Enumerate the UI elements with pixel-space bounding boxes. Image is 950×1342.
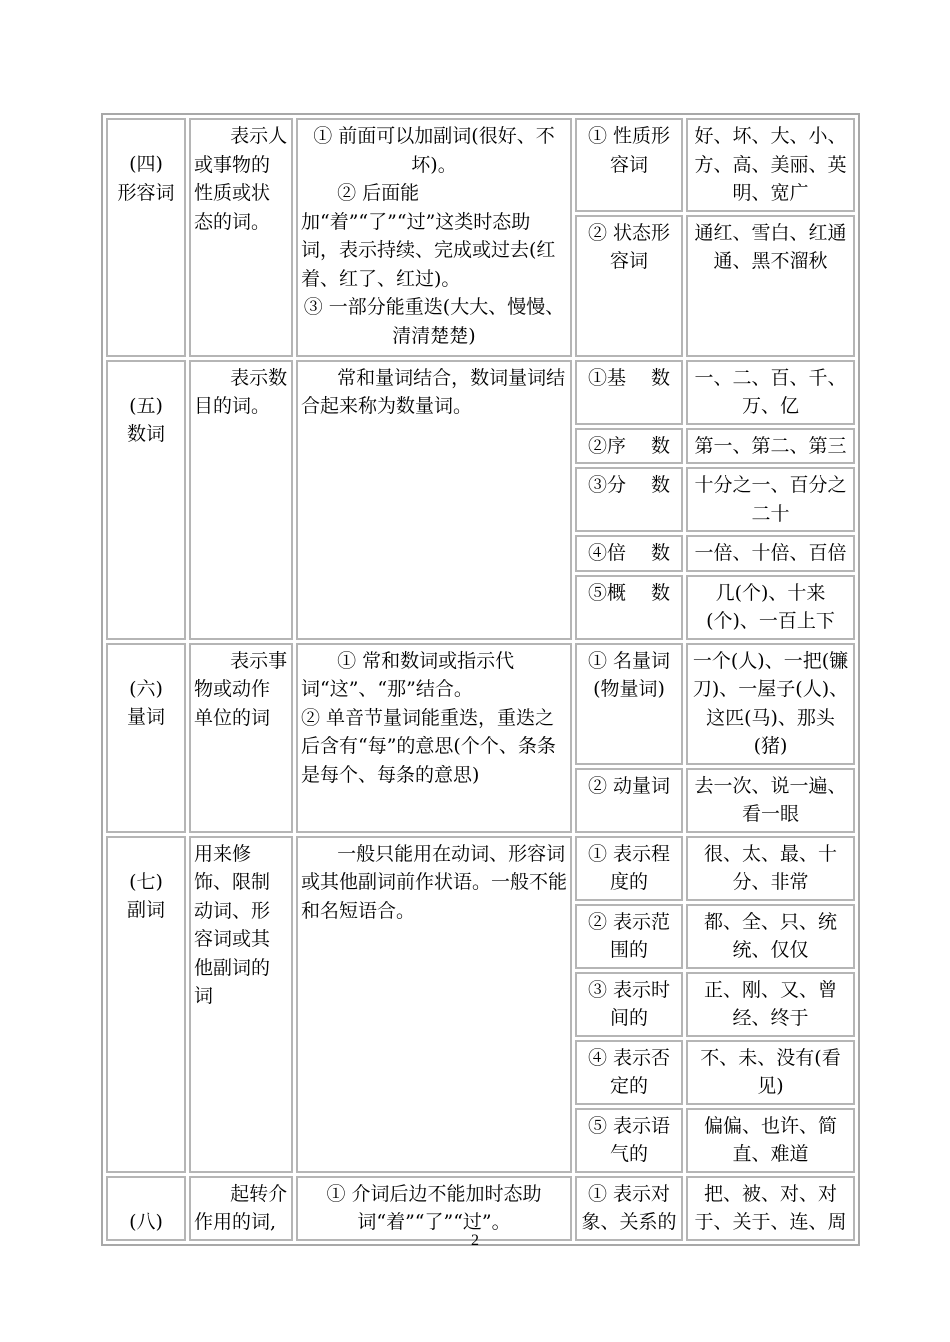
category-label: (八): [129, 1210, 163, 1233]
features-cell: 一般只能用在动词、形容词或其他副词前作状语。一般不能和名短语合。: [296, 836, 572, 1173]
examples-cell: 正、刚、又、曾经、终于: [686, 972, 855, 1037]
page: [101, 113, 850, 1246]
examples-cell: 一、二、百、千、万、亿: [686, 360, 855, 425]
examples-cell: 好、坏、大、小、方、高、美丽、英明、宽广: [686, 118, 855, 212]
features-cell: [296, 118, 572, 357]
subtype-cell: ⑤ 表示语气的: [575, 1108, 683, 1173]
subtype-cell: ① 表示程度的: [575, 836, 683, 901]
features-cell: [296, 1176, 572, 1241]
examples-cell: 一倍、十倍、百倍: [686, 535, 855, 572]
subtype-cell: ① 表示对象、关系的: [575, 1176, 683, 1241]
parts-of-speech-table: [101, 113, 860, 1246]
category-label: (七) 副词: [126, 870, 165, 921]
feature-item: ② 后面能加“着”“了”“过”这类时态助词，表示持续、完成或过去(红着、红了、红过)。: [301, 182, 556, 290]
feature-item: ② 单音节量词能重迭，重迭之后含有“每”的意思(个个、条条是每个、每条的意思): [301, 706, 556, 786]
table-row: [106, 118, 855, 212]
subtype-cell: ①基 数: [575, 360, 683, 425]
definition-cell: 用来修饰、限制动词、形容词或其他副词的词: [189, 836, 293, 1173]
examples-cell: 都、全、只、统统、仅仅: [686, 904, 855, 969]
features-cell: 常和量词结合，数词量词结合起来称为数量词。: [296, 360, 572, 640]
definition-cell: 起转介作用的词,: [189, 1176, 293, 1241]
subtype-cell: ② 动量词: [575, 768, 683, 833]
subtype-cell: ② 表示范围的: [575, 904, 683, 969]
subtype-cell: ④ 表示否定的: [575, 1040, 683, 1105]
examples-cell: 把、被、对、对于、关于、连、周: [686, 1176, 855, 1241]
category-cell: [106, 118, 186, 357]
category-label: (四) 形容词: [117, 153, 175, 204]
examples-cell: 通红、雪白、红通通、黑不溜秋: [686, 215, 855, 357]
subtype-cell: ②序 数: [575, 428, 683, 465]
examples-cell: 偏偏、也许、简直、难道: [686, 1108, 855, 1173]
examples-cell: 一个(人)、一把(镰刀)、一屋子(人)、这匹(马)、那头(猪): [686, 643, 855, 765]
subtype-cell: ③分 数: [575, 467, 683, 532]
examples-cell: 去一次、说一遍、看一眼: [686, 768, 855, 833]
examples-cell: 很、太、最、十分、非常: [686, 836, 855, 901]
definition-cell: 表示人或事物的性质或状态的词。: [189, 118, 293, 357]
subtype-cell: ③ 表示时间的: [575, 972, 683, 1037]
examples-cell: 几(个)、十来(个)、一百上下: [686, 575, 855, 640]
category-cell: [106, 1176, 186, 1241]
subtype-cell: ① 性质形容词: [575, 118, 683, 212]
feature-item: ③ 一部分能重迭(大大、慢慢、清清楚楚): [303, 296, 565, 347]
table-row: [106, 643, 855, 765]
subtype-cell: ④倍 数: [575, 535, 683, 572]
category-cell: [106, 360, 186, 640]
features-cell: [296, 643, 572, 833]
table-row: [106, 1176, 855, 1241]
table-row: [106, 360, 855, 425]
table-row: [106, 836, 855, 901]
subtype-cell: ② 状态形容词: [575, 215, 683, 357]
feature-item: ① 介词后边不能加时态助词“着”“了”“过”。: [326, 1182, 542, 1233]
category-cell: [106, 836, 186, 1173]
definition-cell: 表示数目的词。: [189, 360, 293, 640]
category-cell: [106, 643, 186, 833]
subtype-cell: ① 名量词(物量词): [575, 643, 683, 765]
category-label: (五) 数词: [126, 394, 165, 445]
category-label: (六) 量词: [126, 677, 165, 728]
feature-item: ① 常和数词或指示代词“这”、“那”结合。: [301, 649, 515, 700]
examples-cell: 十分之一、百分之二十: [686, 467, 855, 532]
examples-cell: 第一、第二、第三: [686, 428, 855, 465]
definition-cell: 表示事物或动作单位的词: [189, 643, 293, 833]
page-number: 2: [471, 1232, 479, 1249]
feature-item: ① 前面可以加副词(很好、不坏)。: [313, 125, 555, 176]
examples-cell: 不、未、没有(看见): [686, 1040, 855, 1105]
subtype-cell: ⑤概 数: [575, 575, 683, 640]
